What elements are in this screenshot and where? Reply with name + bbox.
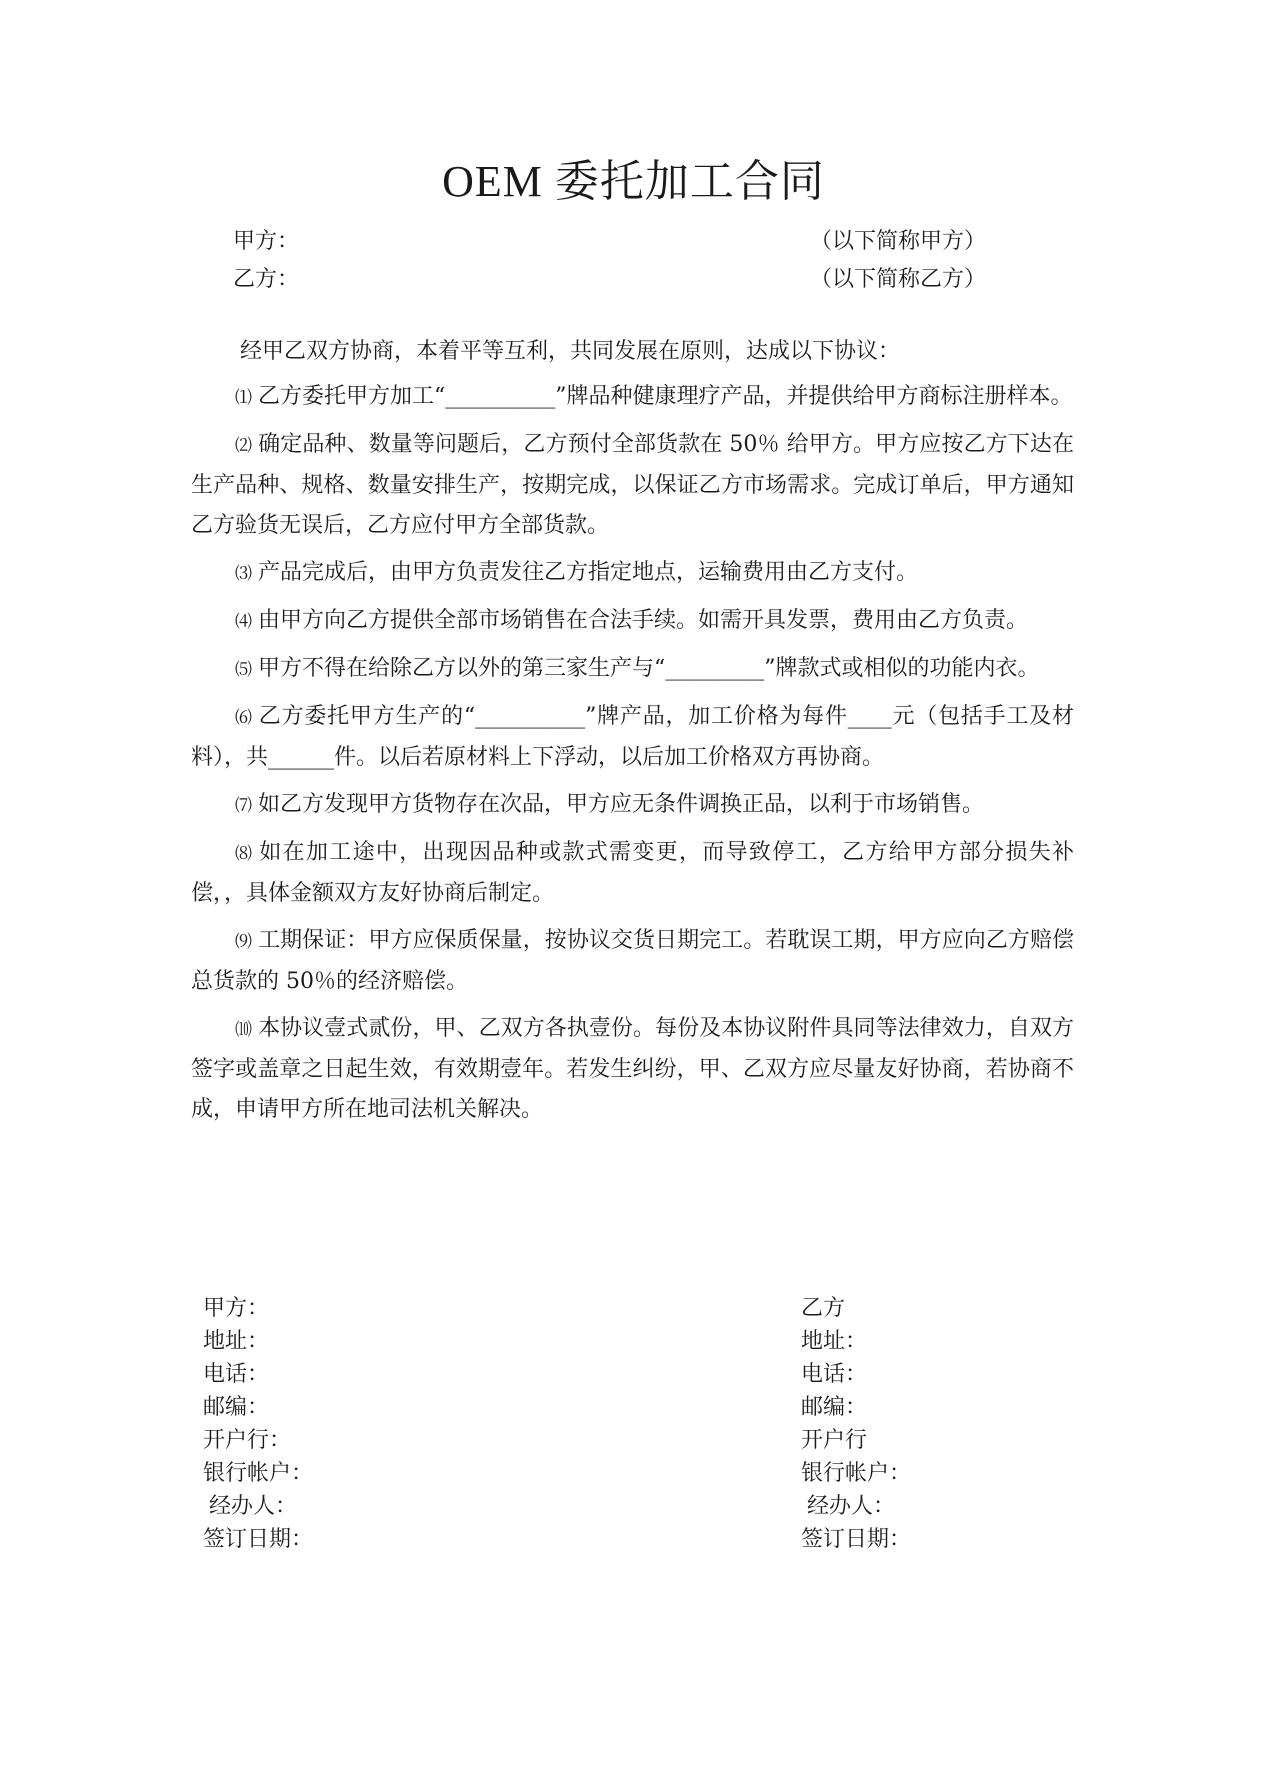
clause-text: 工期保证：甲方应保质保量，按协议交货日期完工。若耽误工期，甲方应向乙方赔偿总货款的 50％的经济赔偿。: [191, 928, 1074, 994]
sig-b-party: 乙方: [801, 1296, 846, 1321]
clause: [191, 697, 1074, 778]
clause: [191, 649, 1074, 690]
sig-a-address: 地址：: [203, 1329, 270, 1354]
clause-text: 确定品种、数量等问题后，乙方预付全部货款在 50％ 给甲方。甲方应按乙方下达在生产品种、规格、数量安排生产，按期完成，以保证乙方市场需求。完成订单后，甲方通知乙方验货无误后，乙方应付甲方全部货款。: [191, 432, 1075, 538]
clause-text: 本协议壹式贰份，甲、乙双方各执壹份。每份及本协议附件具同等法律效力，自双方签字或盖章之日起生效，有效期壹年。若发生纠纷，甲、乙双方应尽量友好协商，若协商不成，申请甲方所在地司法机关解决。: [191, 1016, 1074, 1122]
clause: [191, 785, 1074, 826]
clause-text: 甲方不得在给除乙方以外的第三家生产与“_________”牌款式或相似的功能内衣。: [258, 656, 1040, 681]
party-b-note: （以下简称乙方）: [810, 267, 987, 292]
sig-a-account: 银行帐户：: [203, 1461, 314, 1486]
party-a-note: （以下简称甲方）: [810, 229, 987, 254]
clause: [191, 1009, 1074, 1130]
sig-a-bank: 开户行：: [203, 1428, 292, 1453]
sig-b-address: 地址：: [801, 1329, 868, 1354]
clause-list: [191, 377, 1074, 1137]
clause: [191, 377, 1074, 418]
sig-b-account: 银行帐户：: [801, 1461, 912, 1486]
clause: [191, 921, 1074, 1002]
clause-text: 如在加工途中，出现因品种或款式需变更，而导致停工，乙方给甲方部分损失补偿，，具体金额双方友好协商后制定。: [191, 840, 1075, 906]
sig-b-bank: 开户行: [801, 1428, 868, 1453]
clause-text: 如乙方发现甲方货物存在次品，甲方应无条件调换正品，以利于市场销售。: [258, 792, 985, 817]
sig-a-phone: 电话：: [203, 1362, 270, 1387]
sig-a-party: 甲方：: [203, 1296, 270, 1321]
clause-number: ⑷: [235, 612, 252, 632]
clause-number: ⑵: [235, 436, 253, 456]
clause-number: ⑸: [235, 660, 252, 680]
party-a-row: [233, 224, 993, 260]
clause: [191, 553, 1074, 594]
clause-text: 乙方委托甲方加工“__________”牌品种健康理疗产品，并提供给甲方商标注册样本。: [258, 384, 1073, 409]
sig-a-postcode: 邮编：: [203, 1395, 270, 1420]
contract-title: OEM 委托加工合同: [442, 157, 825, 206]
signature-block-party-b: [801, 1292, 1121, 1556]
clause-text: 产品完成后，由甲方负责发往乙方指定地点，运输费用由乙方支付。: [258, 560, 919, 585]
clause-number: ⑶: [235, 564, 252, 584]
sig-b-phone: 电话：: [801, 1362, 868, 1387]
sig-b-handler: 经办人：: [807, 1494, 896, 1519]
clause-number: ⑹: [235, 708, 253, 728]
clause-text: 由甲方向乙方提供全部市场销售在合法手续。如需开具发票，费用由乙方负责。: [258, 608, 1029, 633]
party-b-row: [233, 262, 993, 298]
party-a-label: 甲方：: [233, 229, 300, 254]
clause-number: ⑴: [235, 388, 252, 408]
sig-a-handler: 经办人：: [209, 1494, 298, 1519]
clause: [191, 425, 1074, 546]
sig-a-date: 签订日期：: [203, 1527, 314, 1552]
clause-number: ⑺: [235, 796, 252, 816]
sig-b-date: 签订日期：: [801, 1527, 912, 1552]
sig-b-postcode: 邮编：: [801, 1395, 868, 1420]
clause: [191, 833, 1074, 914]
clause-number: ⑻: [235, 844, 254, 864]
clause-number: ⑼: [235, 932, 253, 952]
party-b-label: 乙方：: [233, 267, 300, 292]
clause: [191, 601, 1074, 642]
signature-block-party-a: [203, 1292, 523, 1556]
clause-text: 乙方委托甲方生产的“__________”牌产品，加工价格为每件____元（包括手工及材料），共______件。以后若原材料上下浮动，以后加工价格双方再协商。: [191, 704, 1075, 770]
intro-paragraph: 经甲乙双方协商，本着平等互利，共同发展在原则，达成以下协议：: [240, 339, 901, 364]
clause-number: ⑽: [235, 1020, 253, 1040]
